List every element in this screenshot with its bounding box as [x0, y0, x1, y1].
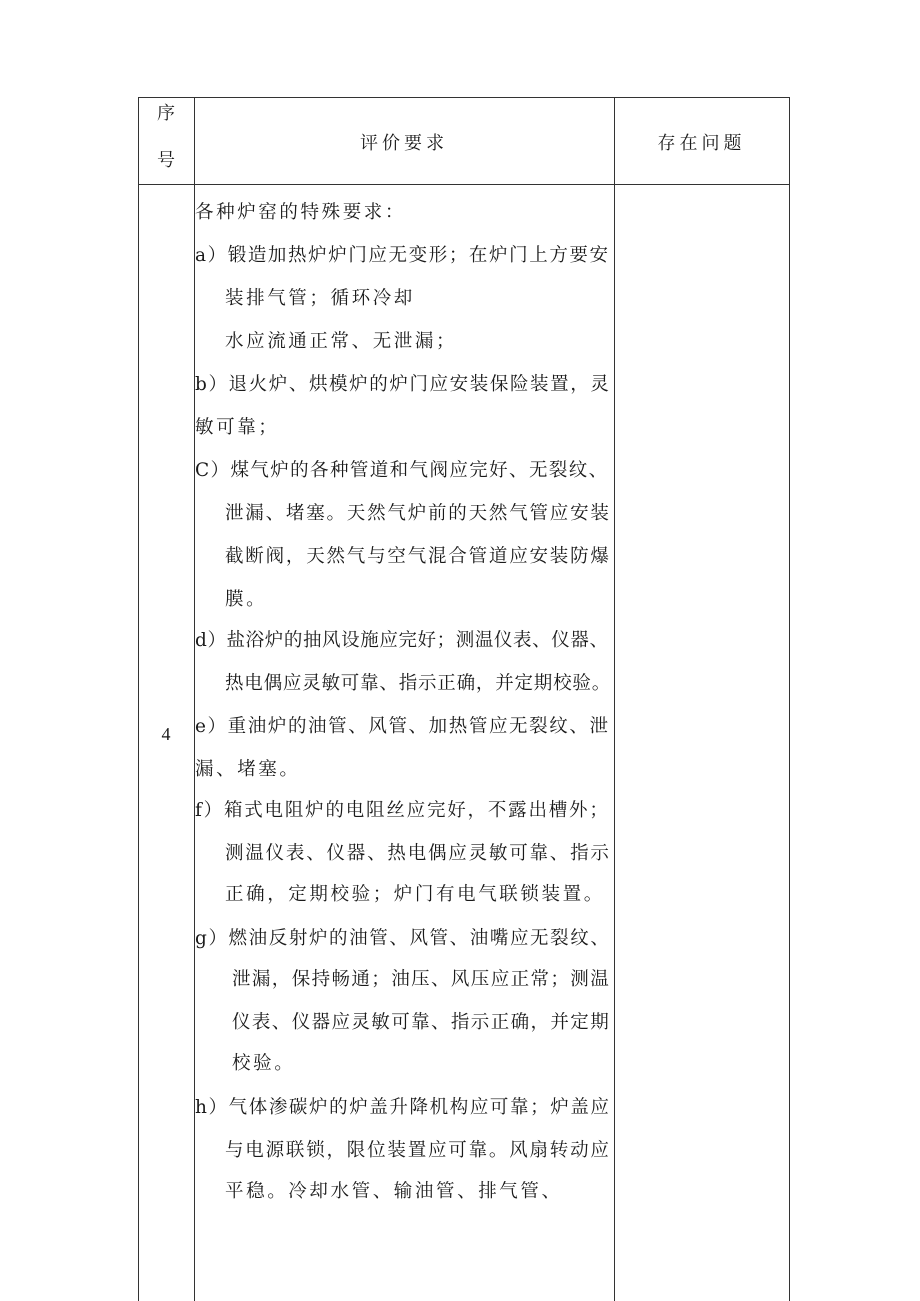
requirement-line: d）盐浴炉的抽风设施应完好；测温仪表、仪器、	[195, 630, 609, 651]
requirement-line: 膜。	[225, 589, 268, 610]
issues-cell[interactable]	[615, 185, 789, 1301]
requirement-line: h）气体渗碳炉的炉盖升降机构应可靠；炉盖应	[195, 1097, 611, 1118]
row-number: 4	[161, 724, 171, 744]
requirement-line: f）箱式电阻炉的电阻丝应完好，不露出槽外；	[195, 800, 610, 821]
requirement-line: b）退火炉、烘模炉的炉门应安装保险装置，灵	[195, 374, 611, 395]
requirement-line: g）燃油反射炉的油管、风管、油嘴应无裂纹、	[195, 928, 611, 949]
requirement-line: 各种炉窑的特殊要求：	[195, 202, 407, 223]
requirement-line: 与电源联锁，限位装置应可靠。风扇转动应	[225, 1140, 611, 1161]
header-issues: 存在问题	[657, 133, 746, 154]
table-left-border	[138, 97, 139, 1301]
header-requirement: 评价要求	[360, 133, 448, 154]
requirement-line: 正确，定期校验；炉门有电气联锁装置。	[225, 884, 605, 905]
requirement-line: 平稳。冷却水管、输油管、排气管、	[225, 1181, 563, 1202]
requirement-line: 仪表、仪器应灵敏可靠、指示正确，并定期	[232, 1012, 611, 1033]
header-seq-line2: 号	[157, 150, 175, 171]
requirement-line: 泄漏、堵塞。天然气炉前的天然气管应安装	[225, 503, 611, 524]
requirement-line: 敏可靠；	[195, 417, 280, 438]
requirement-line: C）煤气炉的各种管道和气阀应完好、无裂纹、	[195, 460, 609, 481]
requirement-line: 泄漏，保持畅通；油压、风压应正常；测温	[232, 969, 611, 990]
table-right-border	[789, 97, 790, 1301]
header-seq-line1: 序	[157, 103, 175, 124]
requirement-line: 校验。	[232, 1053, 296, 1074]
requirement-line: a）锻造加热炉炉门应无变形；在炉门上方要安	[195, 245, 610, 266]
requirement-line: 热电偶应灵敏可靠、指示正确，并定期校验。	[225, 673, 612, 694]
requirement-line: 漏、堵塞。	[195, 759, 301, 780]
table-top-border	[138, 97, 790, 98]
requirement-line: e）重油炉的油管、风管、加热管应无裂纹、泄	[195, 716, 610, 737]
requirement-line: 水应流通正常、无泄漏；	[225, 331, 458, 352]
requirement-line: 截断阀，天然气与空气混合管道应安装防爆	[225, 546, 611, 567]
requirement-line: 装排气管；循环冷却	[225, 288, 415, 309]
column-divider-1	[194, 97, 195, 1301]
requirement-line: 测温仪表、仪器、热电偶应灵敏可靠、指示	[225, 843, 611, 864]
